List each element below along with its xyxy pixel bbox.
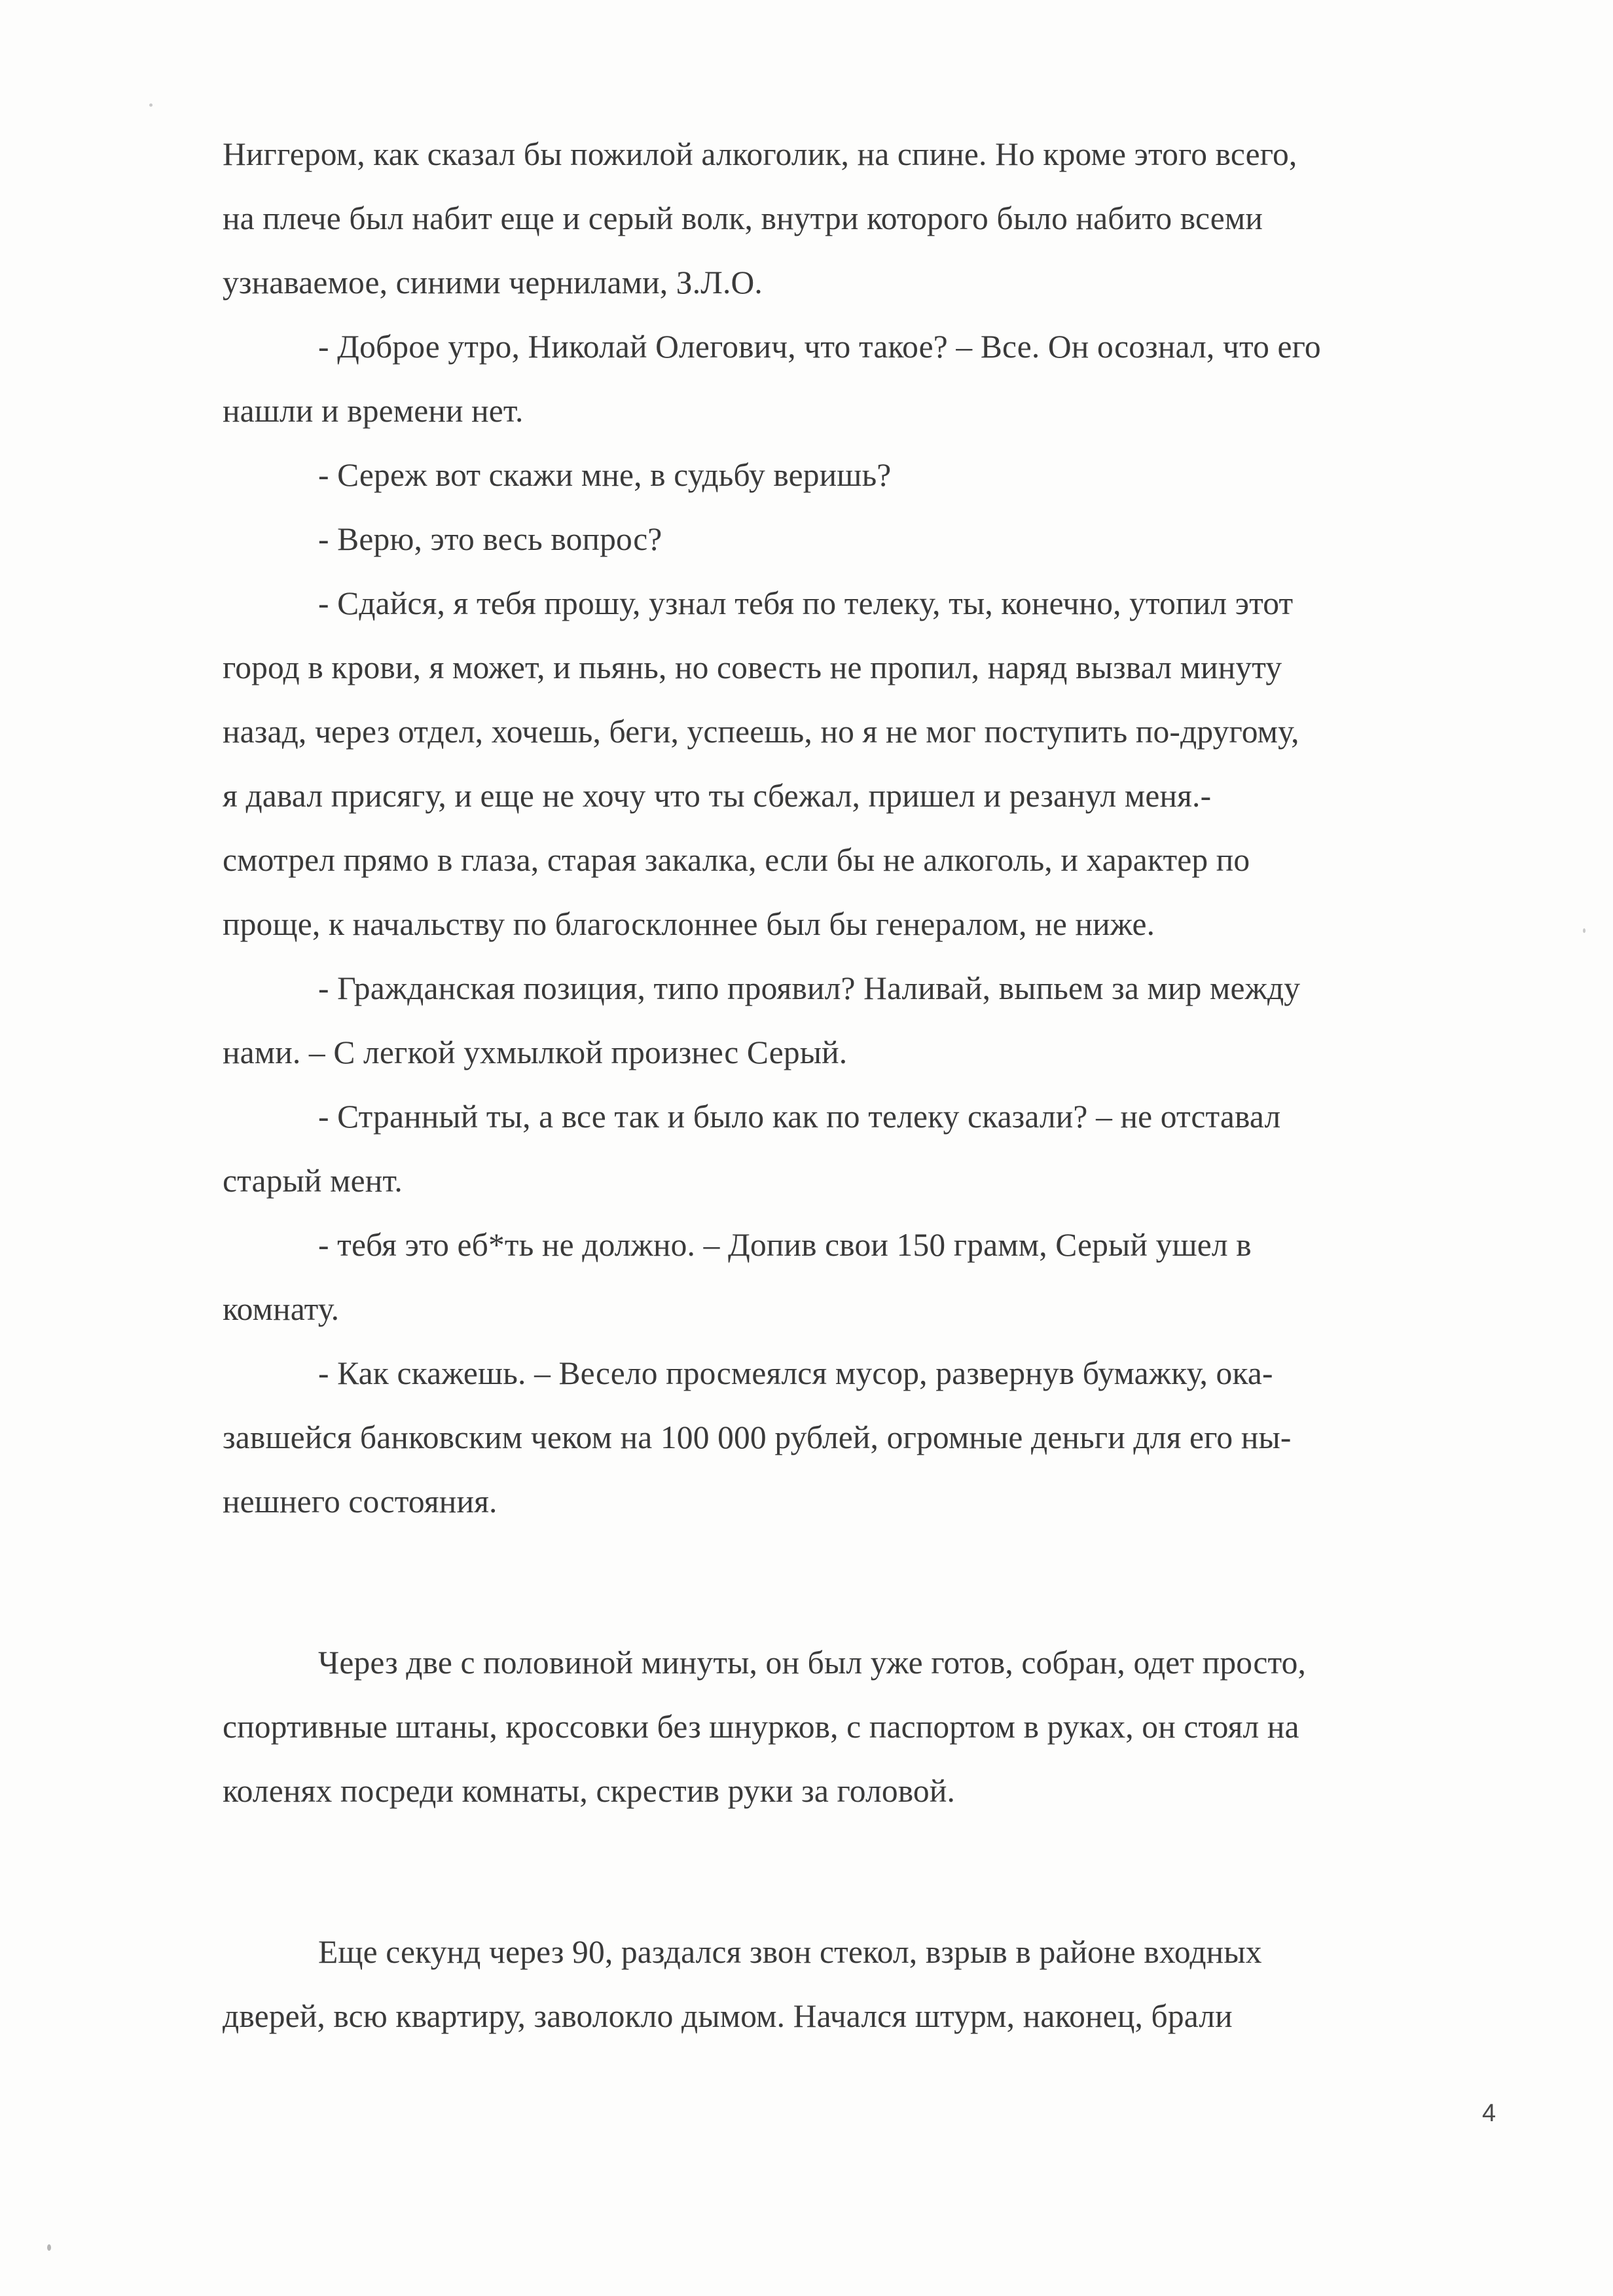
text-line: дверей, всю квартиру, заволокло дымом. Начался штурм, наконец, брали (223, 1998, 1233, 2034)
text-line: - тебя это еб*ть не должно. – Допив свои 150 грамм, Серый ушел в (318, 1227, 1252, 1263)
text-line: Еще секунд через 90, раздался звон стекол, взрыв в районе входных (318, 1934, 1262, 1970)
scan-speck (1583, 928, 1586, 933)
text-line: нашли и времени нет. (223, 393, 524, 429)
text-line: назад, через отдел, хочешь, беги, успеешь, но я не мог поступить по-другому, (223, 714, 1299, 750)
text-line: город в крови, я может, и пьянь, но совесть не пропил, наряд вызвал минуту (223, 649, 1282, 685)
text-line: коленях посреди комнаты, скрестив руки за головой. (223, 1773, 955, 1809)
scan-speck (149, 103, 153, 107)
scan-speck (47, 2244, 51, 2251)
text-line: я давал присягу, и еще не хочу что ты сбежал, пришел и резанул меня.- (223, 778, 1212, 814)
text-line: на плече был набит еще и серый волк, внутри которого было набито всеми (223, 200, 1263, 236)
text-line: смотрел прямо в глаза, старая закалка, если бы не алкоголь, и характер по (223, 842, 1250, 878)
text-line: старый мент. (223, 1163, 403, 1199)
text-line: - Верю, это весь вопрос? (318, 521, 662, 557)
text-line: - Доброе утро, Николай Олегович, что такое? – Все. Он осознал, что его (318, 329, 1321, 365)
text-line: - Странный ты, а все так и было как по телеку сказали? – не отставал (318, 1099, 1281, 1135)
text-line: нешнего состояния. (223, 1484, 498, 1520)
text-line: спортивные штаны, кроссовки без шнурков, с паспортом в руках, он стоял на (223, 1709, 1299, 1745)
text-line: - Сдайся, я тебя прошу, узнал тебя по телеку, ты, конечно, утопил этот (318, 585, 1294, 621)
text-line: нами. – С легкой ухмылкой произнес Серый. (223, 1034, 848, 1070)
text-line: - Как скажешь. – Весело просмеялся мусор, развернув бумажку, ока- (318, 1355, 1273, 1391)
text-line: завшейся банковским чеком на 100 000 рублей, огромные деньги для его ны- (223, 1419, 1292, 1455)
text-line: Ниггером, как сказал бы пожилой алкоголик, на спине. Но кроме этого всего, (223, 136, 1297, 172)
text-line: комнату. (223, 1291, 340, 1327)
text-line: Через две с половиной минуты, он был уже готов, собран, одет просто, (318, 1645, 1307, 1681)
text-line: - Гражданская позиция, типо проявил? Наливай, выпьем за мир между (318, 970, 1301, 1006)
text-line: проще, к начальству по благосклоннее был бы генералом, не ниже. (223, 906, 1155, 942)
page-number: 4 (1482, 2100, 1496, 2127)
text-line: узнаваемое, синими чернилами, З.Л.О. (223, 264, 763, 301)
text-line: - Сереж вот скажи мне, в судьбу веришь? (318, 457, 892, 493)
